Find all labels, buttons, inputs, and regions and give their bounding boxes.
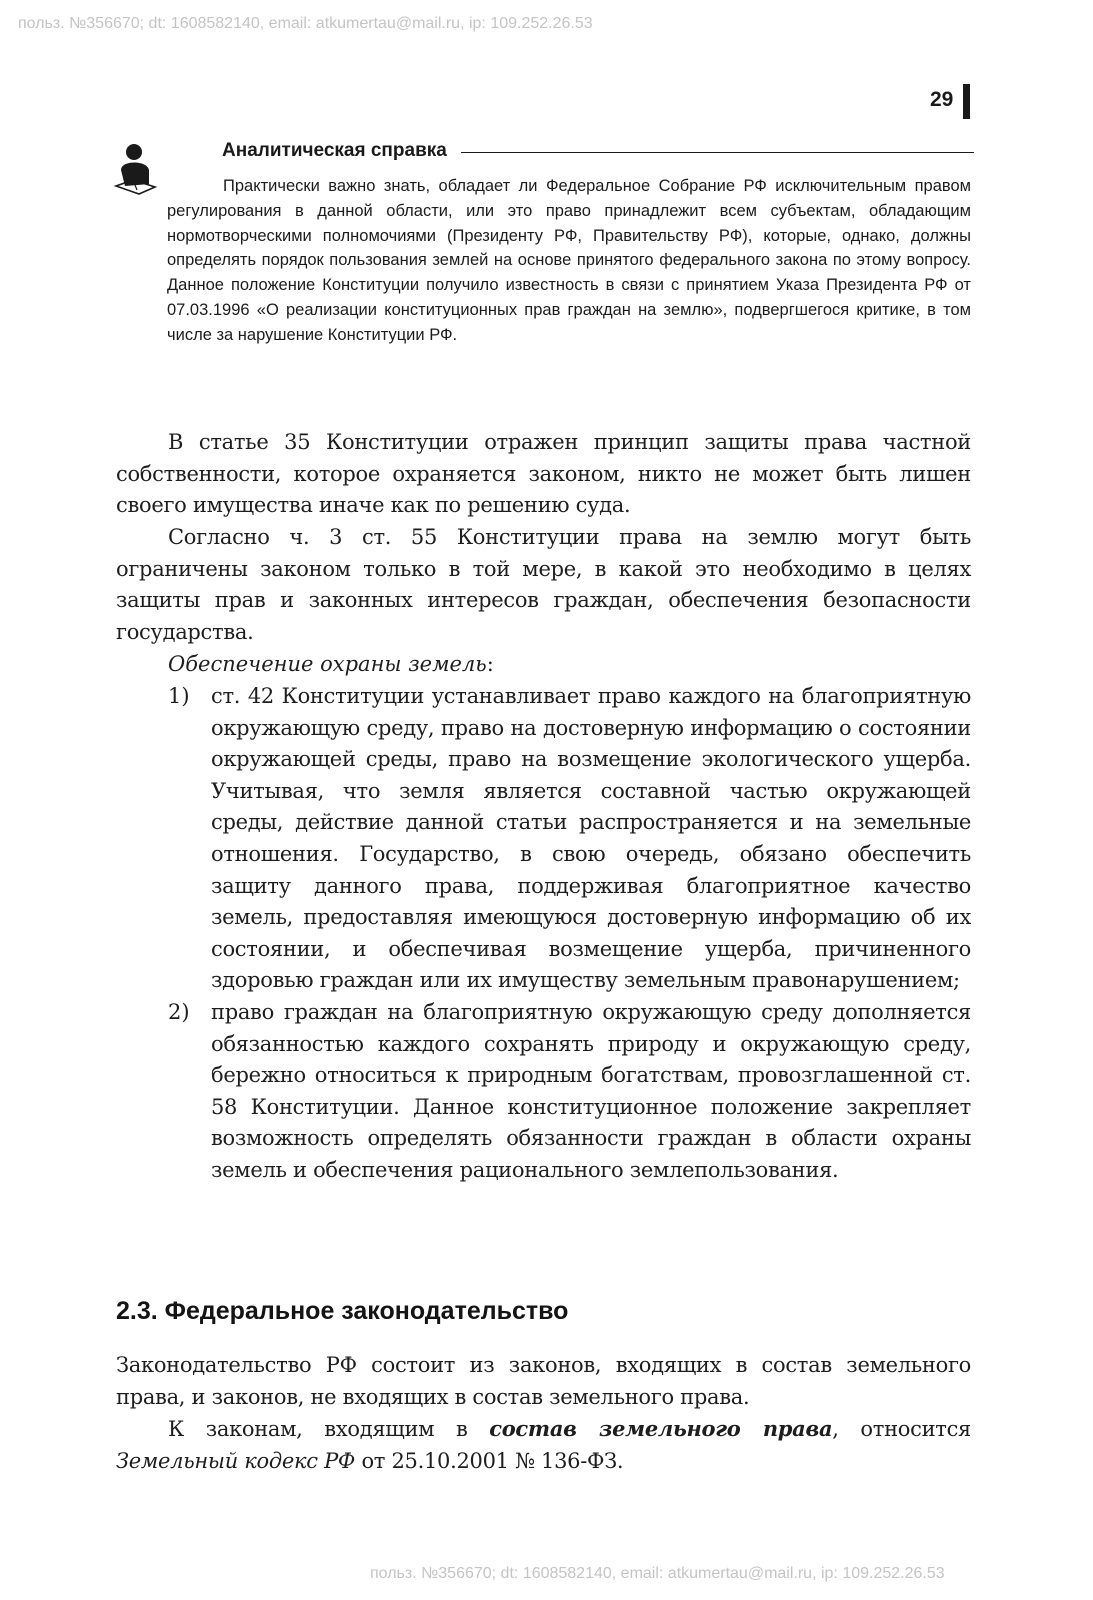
land-code-title: Земельный кодекс РФ: [116, 1448, 356, 1473]
reference-body: Практически важно знать, обладает ли Федеральное Собрание РФ исключительным правом регулирования в данной области, или это право принадлежит всем субъектам, обладающим нормотворческими полномочиями (Президенту РФ, Правительству РФ), которые, однако, должны определять порядок пользования землей на основе принятого федерального закона по этому вопросу. Данное положение Конституции получило известность в связи с принятием Указа Президента РФ от 07.03.1996 «О реализации конституционных прав граждан на землю», подвергшегося критике, в том числе за нарушение Конституции РФ.: [167, 177, 971, 344]
land-code-text-3: от 25.10.2001 № 136-ФЗ.: [355, 1448, 624, 1473]
land-code-text-1: К законам, входящим в: [168, 1417, 490, 1441]
page-number: 29: [930, 88, 954, 111]
watermark-top: польз. №356670; dt: 1608582140, email: atkumertau@mail.ru, ip: 109.252.26.53: [18, 15, 593, 32]
reference-heading-rule: [461, 152, 974, 153]
list-item-text: право граждан на благоприятную окружающую среду дополняется обязанностью каждого сохранять природу и окружающую среду, бережно относиться к природным богатствам, провозглашенной ст. 58 Конституции. Данное конституционное положение закрепляет возможность определять обязанности граждан в области охраны земель и обеспечения рационального землепользования.: [211, 999, 971, 1182]
reference-heading-text: Аналитическая справка: [222, 140, 447, 161]
paragraph-article-35: В статье 35 Конституции отражен принцип защиты права частной собственности, которое охраняется законом, никто не может быть лишен своего имущества иначе как по решению суда.: [116, 430, 971, 518]
land-code-text-2: , относится: [832, 1417, 971, 1441]
list-item-number: 2): [168, 999, 190, 1024]
list-item-text: ст. 42 Конституции устанавливает право каждого на благоприятную окружающую среду, право на достоверную информацию о состоянии окружающей среды, право на возмещение экологического ущерба. Учитывая, что земля является составной частью окружающей среды, действие данной статьи распространяется и на земельные отношения. Государство, в свою очередь, обязано обеспечить защиту данного права, поддерживая благоприятное качество земель, предоставляя имеющуюся достоверную информацию об их состоянии, и обеспечивая возмещение ущерба, причиненного здоровью граждан или их имуществу земельным правонарушением;: [211, 684, 971, 993]
paragraph-land-code: [116, 1413, 971, 1477]
list-item-number: 1): [168, 684, 190, 708]
land-protection-lead: [168, 649, 494, 681]
land-law-emphasis: состав земельного права: [489, 1416, 833, 1441]
section-heading: 2.3. Федеральное законодательство: [116, 1297, 569, 1325]
paragraph-article-55: Согласно ч. 3 ст. 55 Конституции права на землю могут быть ограничены законом только в той мере, в какой это необходимо в целях защиты прав и законных интересов граждан, обеспечения безопасности государства.: [116, 525, 971, 644]
page-number-bar: [963, 84, 970, 119]
watermark-bottom: польз. №356670; dt: 1608582140, email: atkumertau@mail.ru, ip: 109.252.26.53: [370, 1565, 945, 1582]
paragraph-legislation: Законодательство РФ состоит из законов, входящих в состав земельного права, и законов, не входящих в состав земельного права.: [116, 1353, 971, 1409]
person-reading-icon: [113, 140, 161, 198]
list-item: [168, 681, 971, 997]
reference-heading: [222, 140, 974, 162]
land-protection-lead-text: Обеспечение охраны земель: [168, 652, 487, 676]
list-item: [168, 997, 971, 1187]
land-protection-list: [168, 681, 971, 1187]
land-protection-lead-colon: :: [486, 652, 494, 676]
